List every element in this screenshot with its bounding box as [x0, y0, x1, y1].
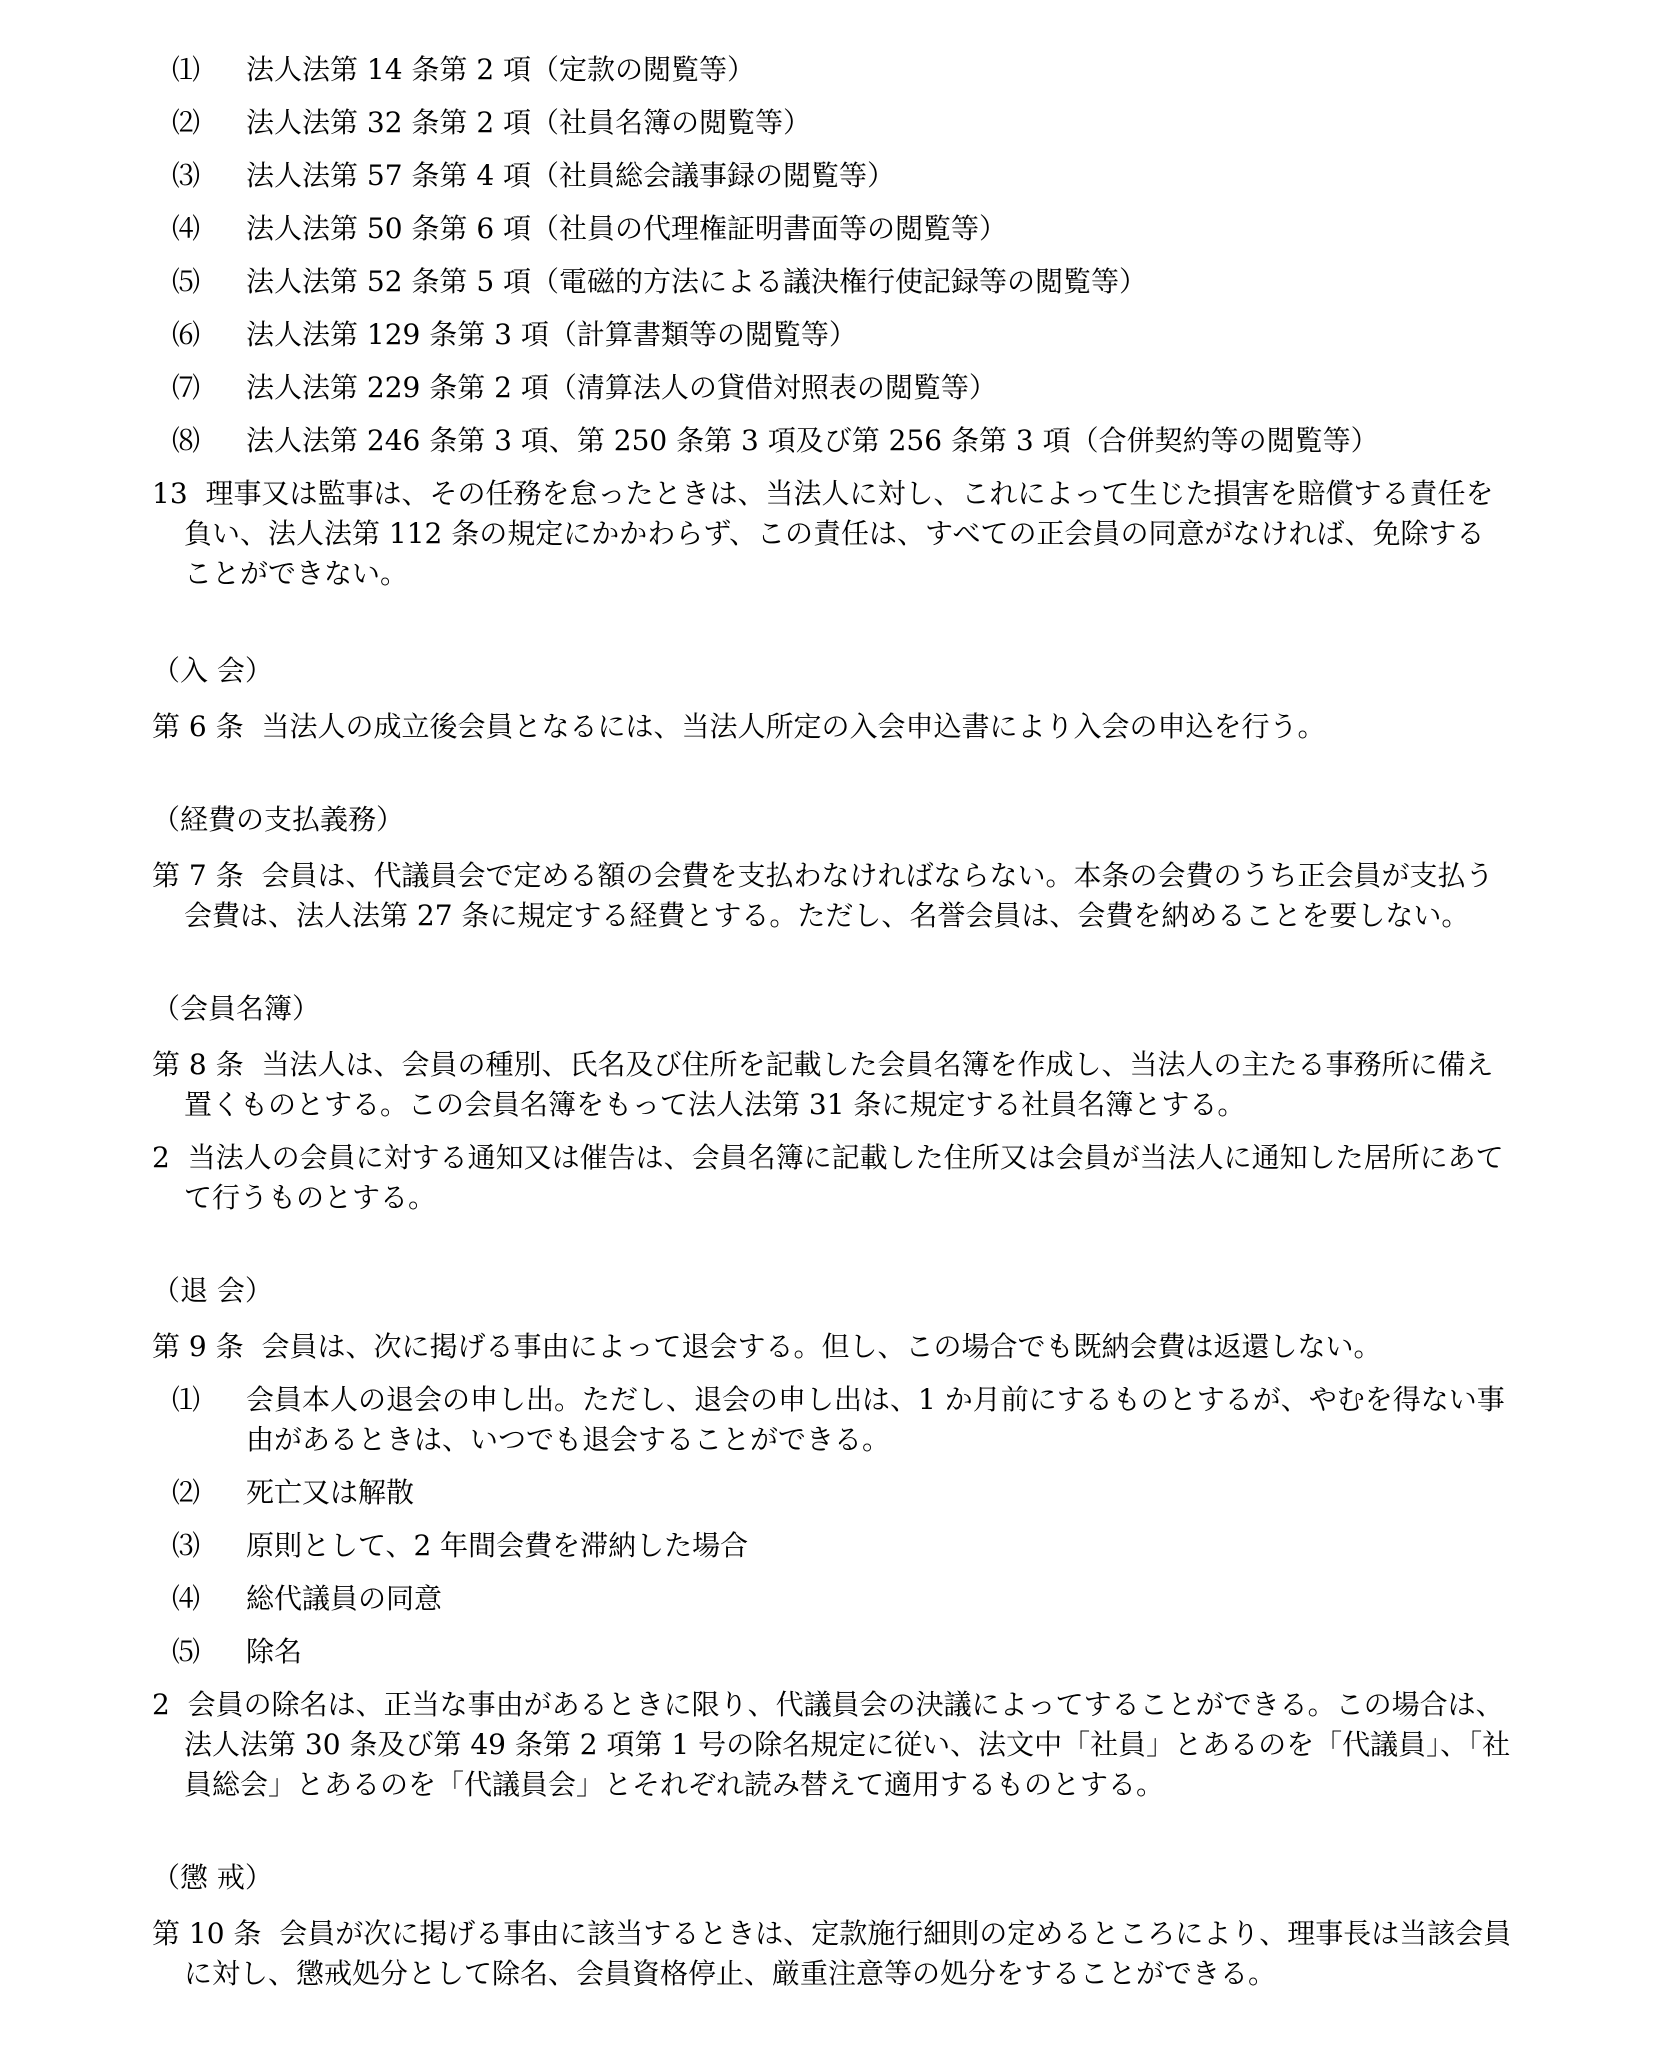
article-6-heading: （入 会） — [152, 654, 273, 687]
item-number: ⑵ — [172, 106, 201, 139]
paragraph-text: 会員の除名は、正当な事由があるときに限り、代議員会の決議によってすることができる。この場合は、法人法第 30 条及び第 49 条第 2 項第 1 号の除名規定に従い、法文中「社員」とあるのを「代議員」、「社員総会」とあるのを「代議員会」とそれぞれ読み替えて適用するものとする。 — [184, 1688, 1511, 1801]
item-text: 法人法第 52 条第 5 項（電磁的方法による議決権行使記録等の閲覧等） — [246, 265, 1148, 298]
item-number: ⑶ — [172, 1529, 201, 1562]
article-8-paragraph-2 — [152, 1138, 1512, 1218]
list-item — [172, 1526, 1512, 1566]
item-text: 原則として、2 年間会費を滞納した場合 — [246, 1529, 749, 1562]
paragraph-number: 2 — [152, 1688, 170, 1721]
article-9-heading: （退 会） — [152, 1274, 273, 1307]
article-text: 会員は、代議員会で定める額の会費を支払わなければならない。本条の会費のうち正会員が支払う会費は、法人法第 27 条に規定する経費とする。ただし、名誉会員は、会費を納めることを要しない。 — [184, 859, 1494, 932]
list-item — [172, 368, 1512, 408]
paragraph-text: 当法人の会員に対する通知又は催告は、会員名簿に記載した住所又は会員が当法人に通知した居所にあてて行うものとする。 — [184, 1141, 1504, 1214]
item-text: 法人法第 129 条第 3 項（計算書類等の閲覧等） — [246, 318, 857, 351]
item-text: 法人法第 229 条第 2 項（清算法人の貸借対照表の閲覧等） — [246, 371, 997, 404]
article-9-paragraph-2 — [152, 1685, 1512, 1805]
article-7-heading: （経費の支払義務） — [152, 803, 405, 836]
article-label: 第 7 条 — [152, 859, 244, 892]
article-label: 第 10 条 — [152, 1917, 262, 1950]
article-label: 第 8 条 — [152, 1048, 244, 1081]
item-text: 法人法第 246 条第 3 項、第 250 条第 3 項及び第 256 条第 3 項（合併契約等の閲覧等） — [246, 424, 1379, 457]
item-number: ⑴ — [172, 53, 201, 86]
paragraph-13 — [152, 474, 1512, 594]
item-text: 会員本人の退会の申し出。ただし、退会の申し出は、1 か月前にするものとするが、やむを得ない事由があるときは、いつでも退会することができる。 — [246, 1383, 1505, 1456]
item-number: ⑸ — [172, 265, 201, 298]
item-text: 法人法第 32 条第 2 項（社員名簿の閲覧等） — [246, 106, 812, 139]
item-text: 総代議員の同意 — [246, 1582, 443, 1615]
item-text: 死亡又は解散 — [246, 1476, 415, 1509]
list-item — [172, 1473, 1512, 1513]
article-text: 当法人は、会員の種別、氏名及び住所を記載した会員名簿を作成し、当法人の主たる事務所に備え置くものとする。この会員名簿をもって法人法第 31 条に規定する社員名簿とする。 — [184, 1048, 1494, 1121]
item-number: ⑵ — [172, 1476, 201, 1509]
article-10 — [152, 1914, 1512, 1994]
list-item — [172, 1632, 1512, 1672]
item-number: ⑷ — [172, 212, 201, 245]
item-text: 法人法第 14 条第 2 項（定款の閲覧等） — [246, 53, 756, 86]
document-page — [152, 50, 1512, 2007]
article-text: 会員は、次に掲げる事由によって退会する。但し、この場合でも既納会費は返還しない。 — [261, 1330, 1382, 1363]
article-10-heading: （懲 戒） — [152, 1861, 273, 1894]
list-item — [172, 209, 1512, 249]
item-number: ⑺ — [172, 371, 201, 404]
list-item — [172, 262, 1512, 302]
article-6 — [152, 707, 1512, 747]
list-item — [172, 156, 1512, 196]
article-text: 当法人の成立後会員となるには、当法人所定の入会申込書により入会の申込を行う。 — [261, 710, 1326, 743]
article-9 — [152, 1327, 1512, 1367]
article-label: 第 9 条 — [152, 1330, 244, 1363]
item-text: 法人法第 50 条第 6 項（社員の代理権証明書面等の閲覧等） — [246, 212, 1008, 245]
item-number: ⑷ — [172, 1582, 201, 1615]
list-item — [172, 315, 1512, 355]
list-item — [172, 1579, 1512, 1619]
list-item — [172, 421, 1512, 461]
inspection-item-list — [152, 50, 1512, 461]
item-number: ⑻ — [172, 424, 201, 457]
article-7 — [152, 856, 1512, 936]
article-text: 会員が次に掲げる事由に該当するときは、定款施行細則の定めるところにより、理事長は当該会員に対し、懲戒処分として除名、会員資格停止、厳重注意等の処分をすることができる。 — [184, 1917, 1512, 1990]
item-number: ⑴ — [172, 1383, 201, 1416]
list-item — [172, 103, 1512, 143]
withdrawal-reason-list — [152, 1380, 1512, 1672]
list-item — [172, 1380, 1512, 1460]
item-text: 除名 — [246, 1635, 303, 1668]
paragraph-text: 理事又は監事は、その任務を怠ったときは、当法人に対し、これによって生じた損害を賠償する責任を負い、法人法第 112 条の規定にかかわらず、この責任は、すべての正会員の同意がなければ、免除することができない。 — [184, 477, 1494, 590]
article-label: 第 6 条 — [152, 710, 244, 743]
list-item — [172, 50, 1512, 90]
paragraph-number: 2 — [152, 1141, 170, 1174]
paragraph-number: 13 — [152, 477, 188, 510]
item-number: ⑶ — [172, 159, 201, 192]
item-text: 法人法第 57 条第 4 項（社員総会議事録の閲覧等） — [246, 159, 896, 192]
item-number: ⑸ — [172, 1635, 201, 1668]
item-number: ⑹ — [172, 318, 201, 351]
article-8 — [152, 1045, 1512, 1125]
article-8-heading: （会員名簿） — [152, 992, 321, 1025]
